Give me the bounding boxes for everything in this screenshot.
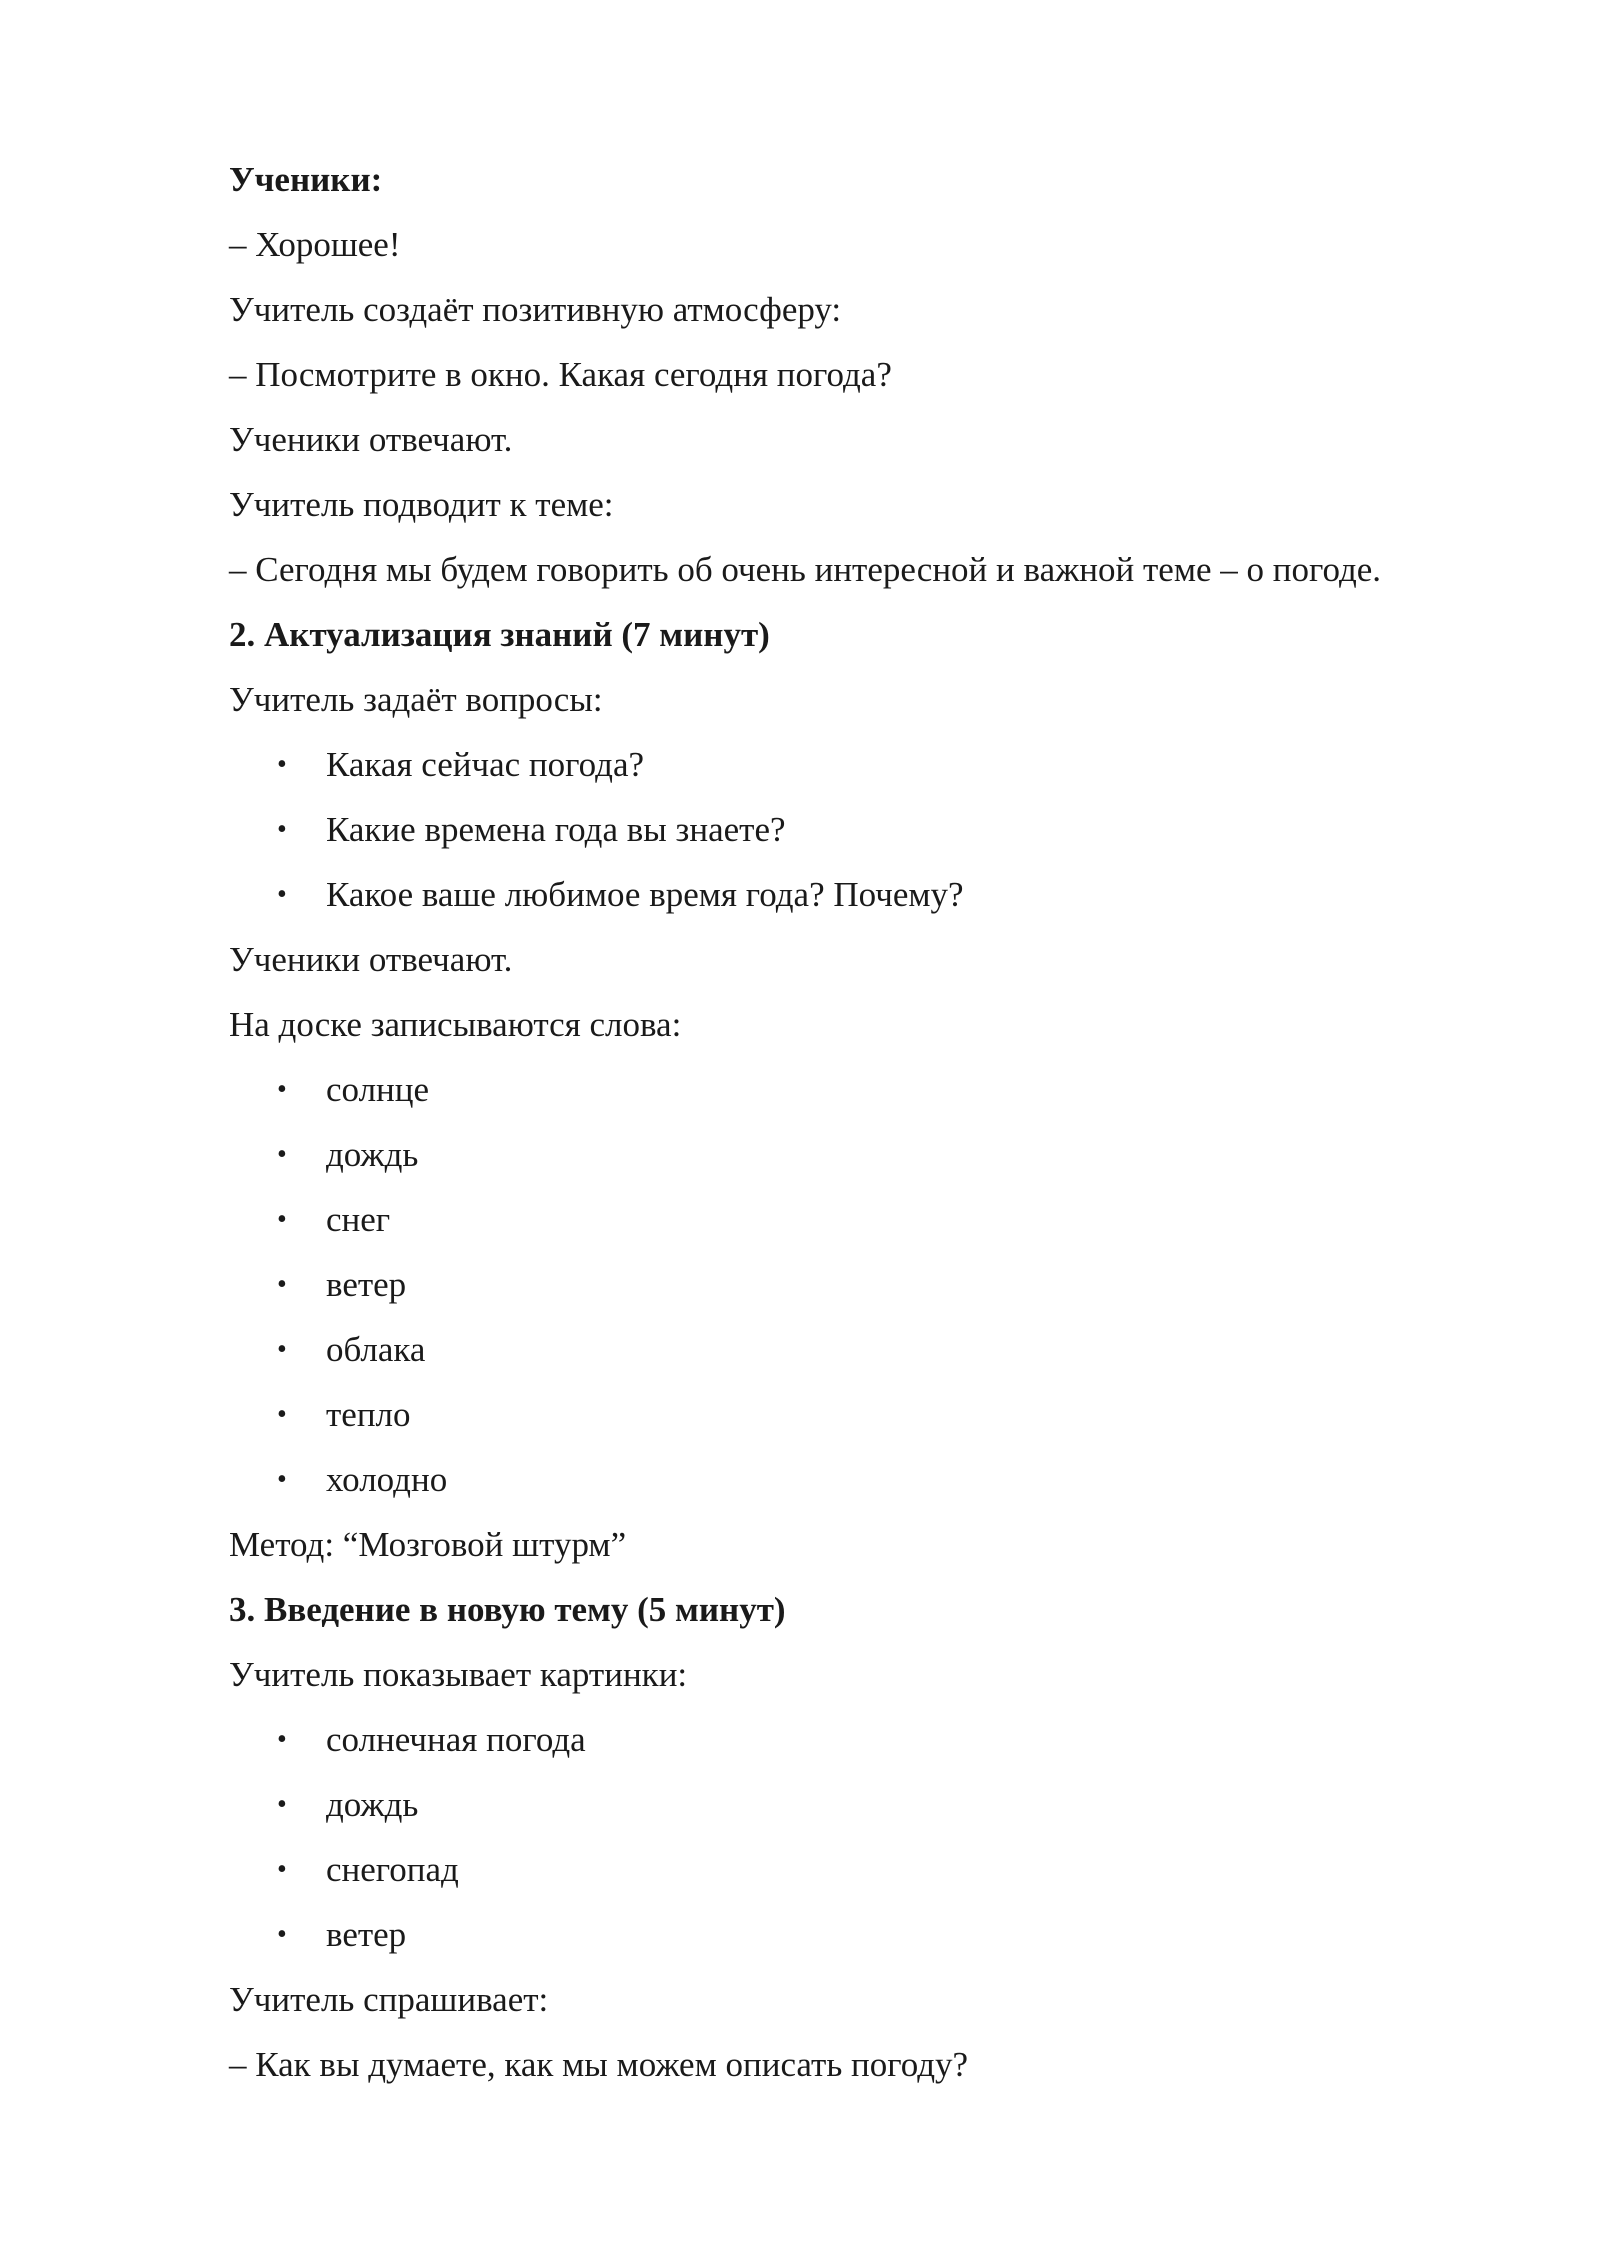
list-item: • ветер <box>229 1902 1529 1967</box>
list-item: • снегопад <box>229 1837 1529 1902</box>
students-answer: Ученики отвечают. <box>229 420 513 459</box>
bullet-icon: • <box>277 814 287 845</box>
list-item: • дождь <box>229 1122 1529 1187</box>
bullet-icon: • <box>277 1789 287 1820</box>
bullet-icon: • <box>277 749 287 780</box>
list-item: • солнце <box>229 1057 1529 1122</box>
list-item: • дождь <box>229 1772 1529 1837</box>
bullet-icon: • <box>277 1204 287 1235</box>
teacher-lead: Учитель подводит к теме: <box>229 485 614 524</box>
bullet-icon: • <box>277 1724 287 1755</box>
bullet-icon: • <box>277 1854 287 1885</box>
teacher-shows: Учитель показывает картинки: <box>229 1655 688 1694</box>
bullet-icon: • <box>277 1334 287 1365</box>
section-3-heading: 3. Введение в новую тему (5 минут) <box>229 1590 786 1629</box>
board-intro: На доске записываются слова: <box>229 1005 682 1044</box>
list-item: • снег <box>229 1187 1529 1252</box>
list-item: • ветер <box>229 1252 1529 1317</box>
teacher-describe-question: – Как вы думаете, как мы можем описать погоду? <box>229 2045 969 2084</box>
bullet-icon: • <box>277 1269 287 1300</box>
section-2-heading: 2. Актуализация знаний (7 минут) <box>229 615 770 654</box>
teacher-weather-question: – Посмотрите в окно. Какая сегодня погода? <box>229 355 892 394</box>
students-answer-2: Ученики отвечают. <box>229 940 513 979</box>
list-item: • тепло <box>229 1382 1529 1447</box>
list-item: • солнечная погода <box>229 1707 1529 1772</box>
bullet-icon: • <box>277 879 287 910</box>
bullet-icon: • <box>277 1919 287 1950</box>
bullet-icon: • <box>277 1074 287 1105</box>
list-item: • Какие времена года вы знаете? <box>229 797 1529 862</box>
list-item: • облака <box>229 1317 1529 1382</box>
students-reply: – Хорошее! <box>229 225 401 264</box>
students-label: Ученики: <box>229 160 383 199</box>
teacher-atmosphere: Учитель создаёт позитивную атмосферу: <box>229 290 842 329</box>
questions-list <box>229 732 1529 927</box>
teacher-asks-3: Учитель спрашивает: <box>229 1980 549 2019</box>
lesson-text <box>229 147 1529 2097</box>
list-item: • Какая сейчас погода? <box>229 732 1529 797</box>
pictures-list <box>229 1707 1529 1967</box>
bullet-icon: • <box>277 1399 287 1430</box>
bullet-icon: • <box>277 1139 287 1170</box>
method-label: Метод: “Мозговой штурм” <box>229 1525 627 1564</box>
words-list <box>229 1057 1529 1512</box>
teacher-topic: – Сегодня мы будем говорить об очень интересной и важной теме – о погоде. <box>229 550 1382 589</box>
teacher-asks: Учитель задаёт вопросы: <box>229 680 603 719</box>
list-item: • холодно <box>229 1447 1529 1512</box>
bullet-icon: • <box>277 1464 287 1495</box>
list-item: • Какое ваше любимое время года? Почему? <box>229 862 1529 927</box>
